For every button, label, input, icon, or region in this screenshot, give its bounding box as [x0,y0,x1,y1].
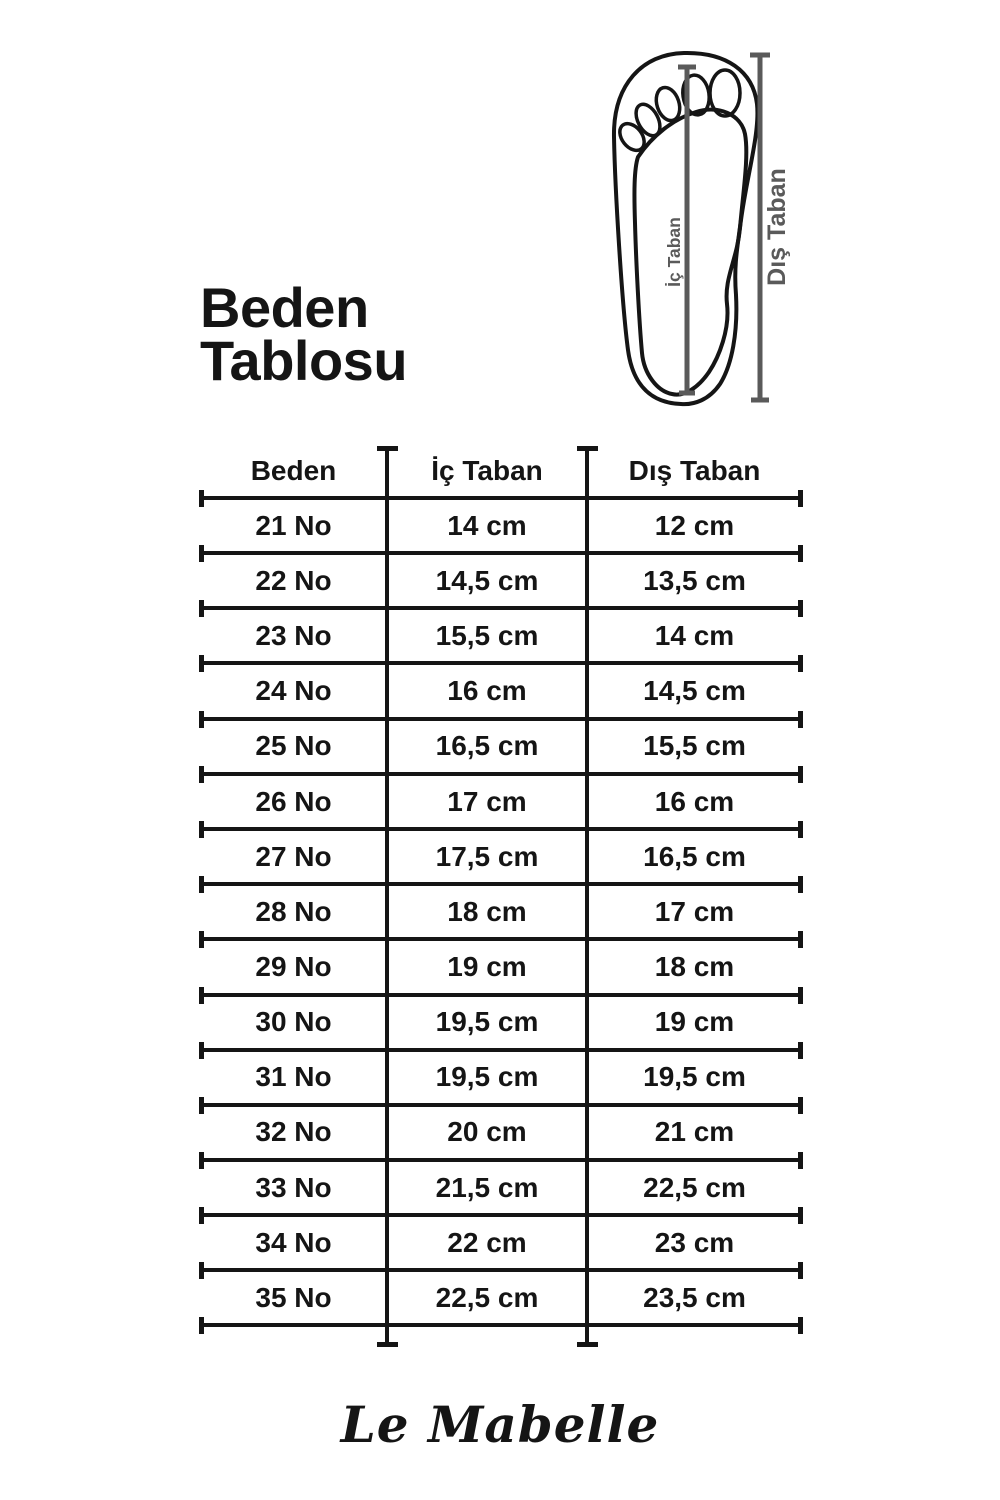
size-cell: 26 No [255,785,332,817]
inner-sole-cell: 19,5 cm [435,1061,539,1093]
outer-sole-cell: 14,5 cm [643,675,746,707]
size-cell: 27 No [255,840,332,872]
size-cell: 21 No [255,509,332,541]
outer-sole-cell: 21 cm [654,1116,735,1148]
inner-sole-cell: 16 cm [447,675,527,707]
header-size: Beden [250,454,337,486]
size-cell: 33 No [255,1171,332,1203]
size-cell: 24 No [255,675,332,707]
outer-sole-cell: 16 cm [654,785,735,817]
inner-sole-cell: 18 cm [447,895,527,927]
page-title [200,276,408,392]
outer-sole-line-label: Dış Taban [763,168,791,286]
size-cell: 32 No [255,1116,332,1148]
size-table [200,443,802,1326]
size-cell: 29 No [255,950,332,982]
inner-sole-cell: 14,5 cm [435,564,539,596]
outer-sole-cell: 23,5 cm [643,1281,746,1313]
inner-sole-cell: 21,5 cm [435,1171,539,1203]
inner-sole-cell: 19,5 cm [435,1006,539,1038]
inner-sole-line-label: İç Taban [664,217,684,287]
size-cell: 28 No [255,895,332,927]
outer-sole-cell: 18 cm [654,950,735,982]
toe-fourth-icon [631,100,665,139]
outer-sole-cell: 22,5 cm [643,1171,746,1203]
foot-diagram-svg [595,15,815,415]
inner-foot-outline [634,110,746,395]
header-inner: İç Taban [431,454,543,486]
size-cell: 23 No [255,620,332,652]
outer-sole-cell: 23 cm [654,1226,735,1258]
foot-measurement-diagram [595,15,815,415]
outer-sole-cell: 19,5 cm [643,1061,746,1093]
size-cell: 35 No [255,1281,332,1313]
toe-big-icon [710,70,740,116]
size-cell: 34 No [255,1226,332,1258]
outer-sole-cell: 12 cm [654,509,735,541]
inner-sole-cell: 16,5 cm [435,730,539,762]
page-title-line1: Beden [200,276,369,339]
size-cell: 25 No [255,730,332,762]
size-cell: 22 No [255,564,332,596]
inner-sole-cell: 22 cm [447,1226,527,1258]
page-title-line2: Tablosu [200,329,408,392]
brand-logo: Le Mabelle [340,1395,660,1454]
size-cell: 30 No [255,1006,332,1038]
inner-sole-cell: 14 cm [447,509,527,541]
inner-sole-cell: 15,5 cm [435,620,539,652]
outer-sole-cell: 19 cm [654,1006,735,1038]
outer-sole-cell: 17 cm [654,895,735,927]
inner-sole-cell: 19 cm [447,950,527,982]
header-outer: Dış Taban [628,454,761,486]
inner-sole-cell: 17 cm [447,785,527,817]
inner-sole-cell: 20 cm [447,1116,527,1148]
outer-sole-cell: 14 cm [654,620,735,652]
inner-sole-cell: 22,5 cm [435,1281,539,1313]
outer-sole-cell: 16,5 cm [643,840,746,872]
inner-sole-cell: 17,5 cm [435,840,539,872]
size-cell: 31 No [255,1061,332,1093]
outer-sole-cell: 13,5 cm [643,564,746,596]
outer-sole-cell: 15,5 cm [643,730,746,762]
